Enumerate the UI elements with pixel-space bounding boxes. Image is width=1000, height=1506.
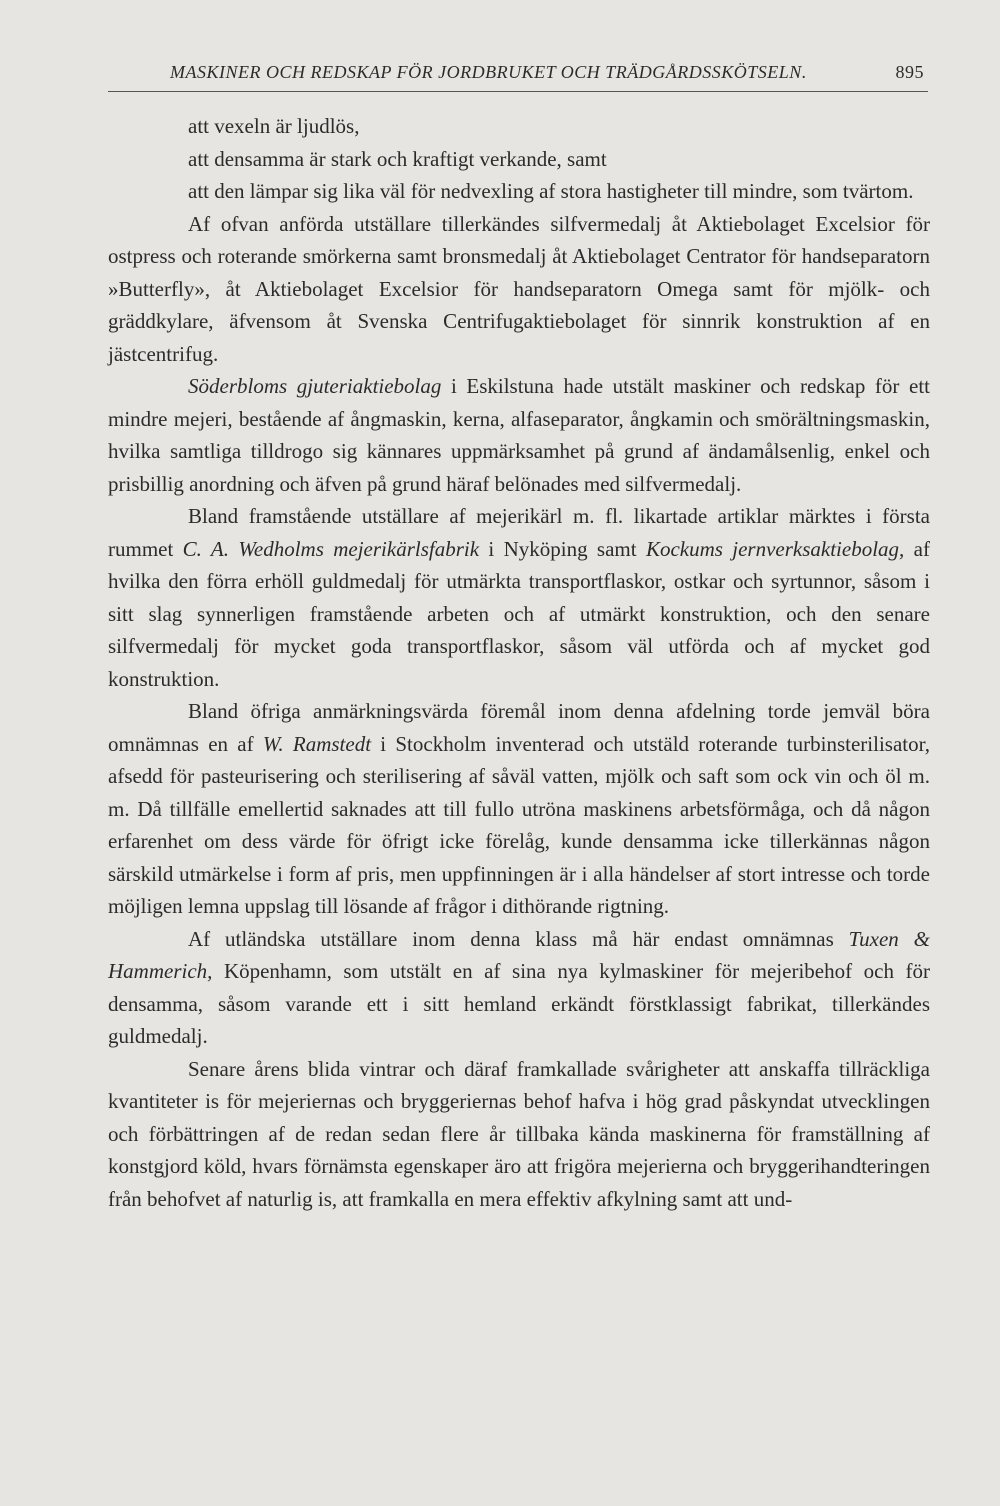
paragraph <box>108 500 930 695</box>
paragraph-text: i Eskilstuna hade utstält maskiner och redskap för ett mindre mejeri, bestående af ångmaskin, kerna, alfaseparator, ångkamin och smörältningsmaskin, hvilka samtliga tilldrogo sig kännares uppmärksamhet på grund af ändamålsenlig, enkel och prisbillig anordning och äfven på grund häraf belönades med silfvermedalj. <box>108 374 930 496</box>
page-body <box>108 110 930 1215</box>
paragraph: att densamma är stark och kraftigt verkande, samt <box>188 146 607 171</box>
italic-person-name: W. Ramstedt <box>262 731 372 756</box>
italic-company-name: Tuxen & Hammerich, <box>108 926 930 983</box>
italic-company-name: Söderbloms gjuteriaktiebolag <box>188 374 442 398</box>
italic-company-name: C. A. Wedholms mejerikärlsfabrik <box>182 536 480 561</box>
paragraph: Af ofvan anförda utställare tillerkändes silfvermedalj åt Aktiebolaget Excelsior för ostpress och roterande smörkerna samt bronsmedalj åt Aktiebolaget Centrator för handseparatorn »Butterfly», åt Aktiebolaget Excelsior för handseparatorn Omega samt för mjölk- och gräddkylare, äfvensom åt Svenska Centrifugaktiebolaget för sinnrik konstruktion af en jästcentrifug. <box>108 211 930 366</box>
paragraph: Senare årens blida vintrar och däraf framkallade svårigheter att anskaffa tillräckliga kvantiteter is för mejeriernas och bryggeriernas behof hafva i hög grad påskyndat utvecklingen och förbättringen af de redan sedan flere år tillbaka kända maskinerna för framställning af konstgjord köld, hvars förnämsta egenskaper äro att frigöra mejerierna och bryggerihandteringen från behofvet af naturlig is, att framkalla en mera effektiv afkylning samt att und- <box>108 1056 930 1211</box>
paragraph <box>108 695 930 923</box>
paragraph: att vexeln är ljudlös, <box>188 114 360 138</box>
paragraph <box>108 370 930 500</box>
paragraph-text: Köpenhamn, som utstält en af sina nya kylmaskiner för mejeribehof och för densamma, såsom varande ett i sitt hemland erkändt förstklassigt fabrikat, tillerkändes guldmedalj. <box>108 959 930 1048</box>
paragraph-text: i Nyköping samt <box>479 536 646 561</box>
paragraph-text: att den lämpar sig lika väl för nedvexling af stora hastigheter till mindre, som tvärtom. <box>188 179 914 203</box>
running-title: MASKINER OCH REDSKAP FÖR JORDBRUKET OCH TRÄDGÅRDSSKÖTSELN. <box>170 62 807 82</box>
paragraph-text: af hvilka den förra erhöll guldmedalj för utmärkta transportflaskor, ostkar och syrtunnor, såsom i sitt slag synnerligen framstående arbeten och af utmärkt konstruktion, och den senare silfvermedalj för mycket goda transportflaskor, såsom väl utförda och af mycket god konstruktion. <box>108 536 930 691</box>
paragraph <box>108 923 930 1053</box>
italic-company-name: Kockums jernverksaktiebolag, <box>645 536 905 561</box>
paragraph-text: i Stockholm inventerad och utstäld roterande turbinsterilisator, afsedd för pasteurisering och sterilisering af såväl vatten, mjölk och saft som ock vin och öl m. m. Då tillfälle emellertid saknades att till fullo utröna maskinens arbetsförmåga, och då någon erfarenhet om dess värde för öfrigt icke förelåg, kunde densamma icke tillerkännas någon särskild utmärkelse i form af pris, men uppfinningen är i alla händelser af stort intresse och torde möjligen lemna uppslag till lösande af frågor i dithörande rigtning. <box>108 731 931 918</box>
paragraph-text: Af utländska utställare inom denna klass må här endast omnämnas <box>188 926 849 951</box>
paragraph-text: Bland framstående utställare af mejerikärl m. fl. likartade artiklar märktes i första rummet <box>108 504 930 561</box>
paragraph <box>108 175 930 208</box>
paragraph-text: Bland öfriga anmärkningsvärda föremål inom denna afdelning torde jemväl böra omnämnas en af <box>108 699 930 756</box>
page-number: 895 <box>895 62 924 82</box>
running-header <box>108 62 928 92</box>
